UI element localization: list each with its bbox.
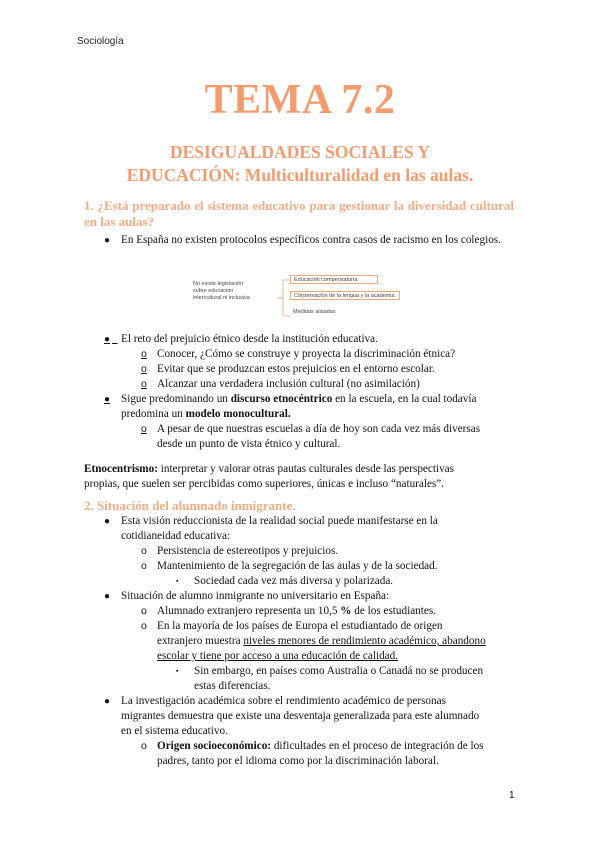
s1-sub-2-3: Alcanzar una verdadera inclusión cultural (no asimilación) — [157, 378, 420, 390]
underlined-text: niveles menores de rendimiento académico, abandono — [243, 635, 486, 647]
sub-marker: o — [141, 363, 147, 375]
page-number: 1 — [509, 790, 515, 801]
diagram-left-text — [193, 281, 250, 302]
text: predomina un — [121, 408, 186, 420]
section-2-heading: 2. Situación del alumnado inmigrante. — [84, 498, 296, 513]
sub-marker: o — [141, 348, 147, 360]
bold-text: discurso etnocéntrico — [230, 393, 333, 405]
s1-sub-3-line-1: A pesar de que nuestras escuelas a día de hoy son cada vez más diversas — [157, 423, 481, 435]
s2-sub-1-2: Mantenimiento de la segregación de las aulas y de la sociedad. — [157, 560, 438, 572]
s2-subsub-2-line-1: Sin embargo, en países como Australia o Canadá no se producen — [194, 665, 484, 677]
sub-marker: o — [141, 560, 147, 572]
s2-bullet-3-line-3: en el sistema educativo. — [121, 725, 228, 737]
page-subtitle — [60, 141, 540, 187]
text: en la escuela, en la cual todavía — [332, 393, 477, 405]
s2-sub-2-2-line-3 — [157, 649, 517, 664]
bullet-marker: ● — [104, 394, 111, 405]
s2-sub-1-1: Persistencia de estereotipos y prejuicios. — [157, 545, 339, 557]
sub-marker: o — [141, 423, 147, 435]
bold-text: % — [340, 605, 352, 617]
bold-text: modelo monocultural. — [185, 408, 291, 420]
bullet-marker: ● — [104, 516, 111, 527]
underlined-text: escolar y tiene por acceso a una educación de calidad. — [157, 650, 399, 662]
sub-marker: o — [141, 378, 147, 390]
sub-marker: o — [141, 620, 147, 632]
s2-bullet-1-line-1: Esta visión reduccionista de la realidad social puede manifestarse en la — [121, 515, 438, 527]
subtitle-line-2: EDUCACIÓN: Multiculturalidad en las aulas. — [126, 165, 474, 185]
s2-sub-3-1-line-1 — [157, 739, 514, 754]
section-1-heading: 1. ¿Está preparado el sistema educativo para gestionar la diversidad cultural en las aulas? — [84, 198, 514, 229]
diagram-plain: Medidas aisladas — [293, 309, 336, 315]
diagram-box-2: Conservación de la lengua y la academia — [290, 291, 400, 300]
s1-bullet-3 — [121, 392, 513, 407]
bold-term: Etnocentrismo: — [84, 463, 158, 475]
square-marker: ▪ — [176, 667, 179, 675]
s2-bullet-3-line-2: migrantes demuestra que existe una desventaja generalizada para este alumnado — [121, 710, 480, 722]
sub-marker: o — [141, 545, 147, 557]
s2-bullet-3-line-1: La investigación académica sobre el rendimiento académico de personas — [121, 695, 446, 707]
page-title: TEMA 7.2 — [204, 77, 396, 123]
bullet-marker: ● — [104, 696, 111, 707]
s1-sub-2-1: Conocer, ¿Cómo se construye y proyecta la discriminación étnica? — [157, 348, 456, 360]
text: extranjero muestra — [157, 635, 244, 647]
sub-marker: o — [141, 605, 147, 617]
bullet-marker: ● — [104, 591, 111, 602]
s1-sub-2-2: Evitar que se produzcan estos prejuicios en el entorno escolar. — [157, 363, 435, 375]
text: Sigue predominando un — [121, 393, 231, 405]
s2-subsub-1: Sociedad cada vez más diversa y polarizada. — [194, 575, 394, 587]
s1-bullet-1: En España no existen protocolos específicos contra casos de racismo en los colegios. — [121, 234, 501, 246]
bold-term: Origen socioeconómico: — [157, 740, 272, 752]
etnocentrismo-definition — [84, 462, 514, 477]
diagram-left-line: No existe legislación — [193, 281, 244, 287]
text: dificultades en el proceso de integración de los — [271, 740, 484, 752]
s2-subsub-2-line-2: estas diferencias. — [194, 680, 271, 692]
s2-sub-2-1 — [157, 604, 517, 619]
s1-bullet-2: El reto del prejuicio étnico desde la institución educativa. — [121, 333, 378, 345]
s2-bullet-1-line-2: cotidianeidad educativa: — [121, 530, 231, 542]
s2-sub-2-2-line-2 — [157, 634, 517, 649]
bullet-marker: ● — [104, 235, 111, 246]
bullet-marker: ● — [104, 334, 111, 345]
s1-sub-3-line-2: desde un punto de vista étnico y cultural. — [157, 438, 341, 450]
text: interpretar y valorar otras pautas culturales desde las perspectivas — [157, 463, 454, 475]
diagram-box-1: Educación compensatoria — [290, 275, 378, 284]
s2-sub-3-1-line-2: padres, tanto por el idioma como por la discriminación laboral. — [157, 755, 439, 767]
subtitle-line-1: DESIGUALDADES SOCIALES Y — [170, 142, 430, 162]
square-marker: ▪ — [176, 577, 179, 585]
s2-bullet-2: Situación de alumno inmigrante no universitario en España: — [121, 590, 390, 602]
s2-sub-2-2-line-1: En la mayoría de los países de Europa el estudiantado de origen — [157, 620, 443, 632]
etnocentrismo-definition-cont: propias, que suelen ser percibidas como superiores, únicas e incluso “naturales”. — [84, 478, 445, 490]
diagram-left-line: intercultural ni inclusiva — [193, 295, 250, 301]
text: de los estudiantes. — [351, 605, 436, 617]
text: Alumnado extranjero representa un 10,5 — [157, 605, 341, 617]
header-subject: Sociología — [77, 36, 124, 47]
diagram-left-line: sobre educación — [193, 288, 234, 294]
s1-bullet-3-cont — [121, 407, 513, 422]
sub-marker: o — [141, 740, 147, 752]
